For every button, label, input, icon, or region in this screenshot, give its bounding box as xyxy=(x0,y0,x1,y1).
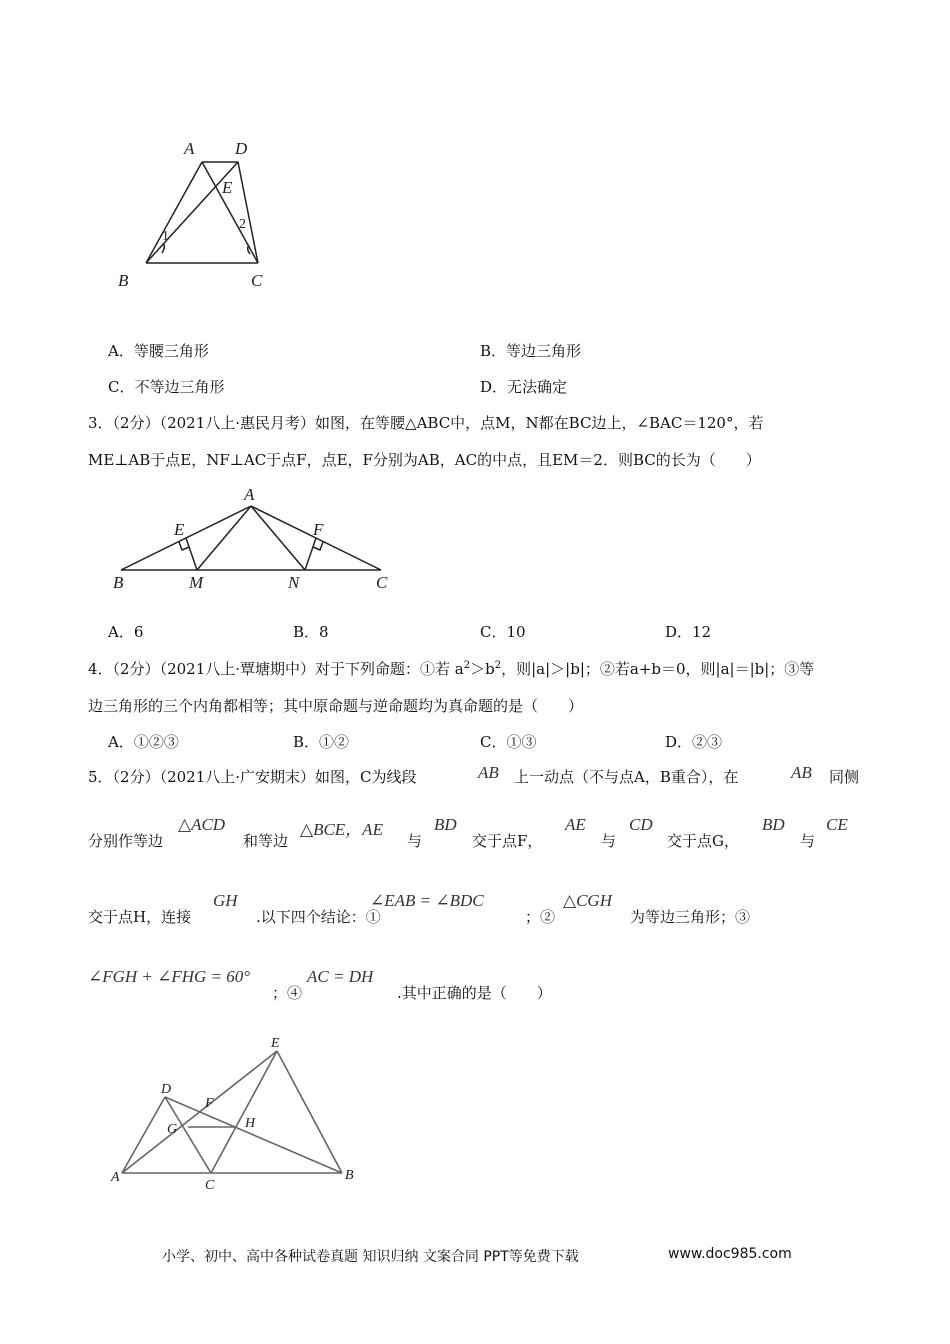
q3-option-b: B．8 xyxy=(293,623,329,641)
q5-text-14: 为等边三角形；③ xyxy=(630,908,751,926)
q5-math-BCE: △BCE，AE xyxy=(300,820,383,839)
q5-math-BD1: BD xyxy=(434,815,457,834)
q4-sup2: 2 xyxy=(494,660,502,671)
fig5-label-G: G xyxy=(167,1122,178,1137)
q5-text-13: ；② xyxy=(525,908,556,926)
angle-1-label: 1 xyxy=(162,229,169,244)
q5-math-CE: CE xyxy=(826,815,848,834)
q5-conclusion-4: AC = DH xyxy=(307,967,374,986)
fig5-label-H: H xyxy=(245,1116,256,1131)
tri-label-C: C xyxy=(376,573,388,592)
q4-sup1: 2 xyxy=(463,660,471,671)
isosceles-triangle-figure xyxy=(105,482,405,592)
tri-label-E: E xyxy=(174,520,185,539)
q5-conclusion-3: ∠FGH + ∠FHG = 60° xyxy=(88,967,251,986)
q4-option-d: D．②③ xyxy=(665,733,723,751)
footer-link[interactable]: www.doc985.com xyxy=(668,1246,792,1262)
fig5-label-E: E xyxy=(271,1036,280,1051)
q4-line1 xyxy=(88,659,814,679)
label-A: A xyxy=(184,139,195,158)
q5-text-3: 同侧 xyxy=(829,768,860,786)
label-B: B xyxy=(118,271,129,290)
q5-text-1: 5．（2分）（2021八上·广安期末）如图，C为线段 xyxy=(88,768,417,786)
tri-label-M: M xyxy=(189,573,204,592)
q3-option-c: C．10 xyxy=(480,623,526,641)
q5-math-AB2: AB xyxy=(791,763,812,782)
q4-line2: 边三角形的三个内角都相等；其中原命题与逆命题均为真命题的是（ ） xyxy=(88,697,584,715)
q5-text-10: 与 xyxy=(800,832,816,850)
equilateral-triangles-figure xyxy=(105,1035,370,1195)
q5-conclusion-1: ∠EAB = ∠BDC xyxy=(370,891,484,910)
q5-text-8: 与 xyxy=(601,832,617,850)
q5-text-5: 和等边 xyxy=(243,832,289,850)
q5-text-2: 上一动点（不与点A，B重合），在 xyxy=(514,768,739,786)
q2-option-c: C．不等边三角形 xyxy=(108,378,225,396)
tri-label-N: N xyxy=(288,573,300,592)
fig5-label-D: D xyxy=(161,1082,172,1097)
q3-option-d: D．12 xyxy=(665,623,712,641)
q5-text-6: 与 xyxy=(407,832,423,850)
q2-option-d: D．无法确定 xyxy=(480,378,568,396)
q4-option-b: B．①② xyxy=(293,733,350,751)
tri-label-A: A xyxy=(244,485,255,504)
fig5-label-F: F xyxy=(205,1096,214,1111)
q4-option-a: A．①②③ xyxy=(108,733,179,751)
q5-math-GH: GH xyxy=(213,891,238,910)
q4-text-b: ＞b xyxy=(470,660,495,678)
q4-option-c: C．①③ xyxy=(480,733,537,751)
label-E: E xyxy=(222,178,233,197)
fig5-label-B: B xyxy=(345,1168,354,1183)
q5-text-12: .以下四个结论：① xyxy=(256,908,381,926)
q2-option-b: B．等边三角形 xyxy=(480,342,582,360)
q5-math-ACD: △ACD xyxy=(178,815,226,834)
fig5-label-C: C xyxy=(205,1178,215,1193)
angle-2-label: 2 xyxy=(239,217,246,232)
q5-math-AB1: AB xyxy=(478,763,499,782)
q5-text-4: 分别作等边 xyxy=(88,832,164,850)
q4-text-a: 4．（2分）（2021八上·覃塘期中）对于下列命题：①若 a xyxy=(88,660,464,678)
q5-conclusion-2: △CGH xyxy=(563,891,612,910)
q5-math-CD: CD xyxy=(629,815,653,834)
fig5-label-A: A xyxy=(111,1170,120,1185)
footer-text: 小学、初中、高中各种试卷真题 知识归纳 文案合同 PPT等免费下载 xyxy=(162,1249,579,1265)
q4-text-c: ，则|a|＞|b|；②若a+b＝0，则|a|＝|b|；③等 xyxy=(501,660,815,678)
q5-text-11: 交于点H，连接 xyxy=(88,908,192,926)
tri-label-B: B xyxy=(113,573,124,592)
trapezoid-figure xyxy=(110,130,290,295)
q5-text-16: .其中正确的是（ ） xyxy=(397,984,552,1002)
q5-math-AE: AE xyxy=(565,815,586,834)
q3-line2: ME⊥AB于点E，NF⊥AC于点F，点E，F分别为AB，AC的中点，且EM＝2．则BC的长为（ ） xyxy=(88,451,761,469)
q5-math-BD2: BD xyxy=(762,815,785,834)
q3-option-a: A．6 xyxy=(108,623,144,641)
tri-label-F: F xyxy=(313,520,324,539)
label-D: D xyxy=(235,139,248,158)
q2-option-a: A．等腰三角形 xyxy=(108,342,209,360)
q3-line1: 3．（2分）（2021八上·惠民月考）如图，在等腰△ABC中，点M，N都在BC边上，∠BAC＝120°，若 xyxy=(88,414,764,432)
q5-text-9: 交于点G， xyxy=(667,832,739,850)
label-C: C xyxy=(251,271,263,290)
q5-text-7: 交于点F， xyxy=(472,832,543,850)
q5-text-15: ；④ xyxy=(272,984,303,1002)
